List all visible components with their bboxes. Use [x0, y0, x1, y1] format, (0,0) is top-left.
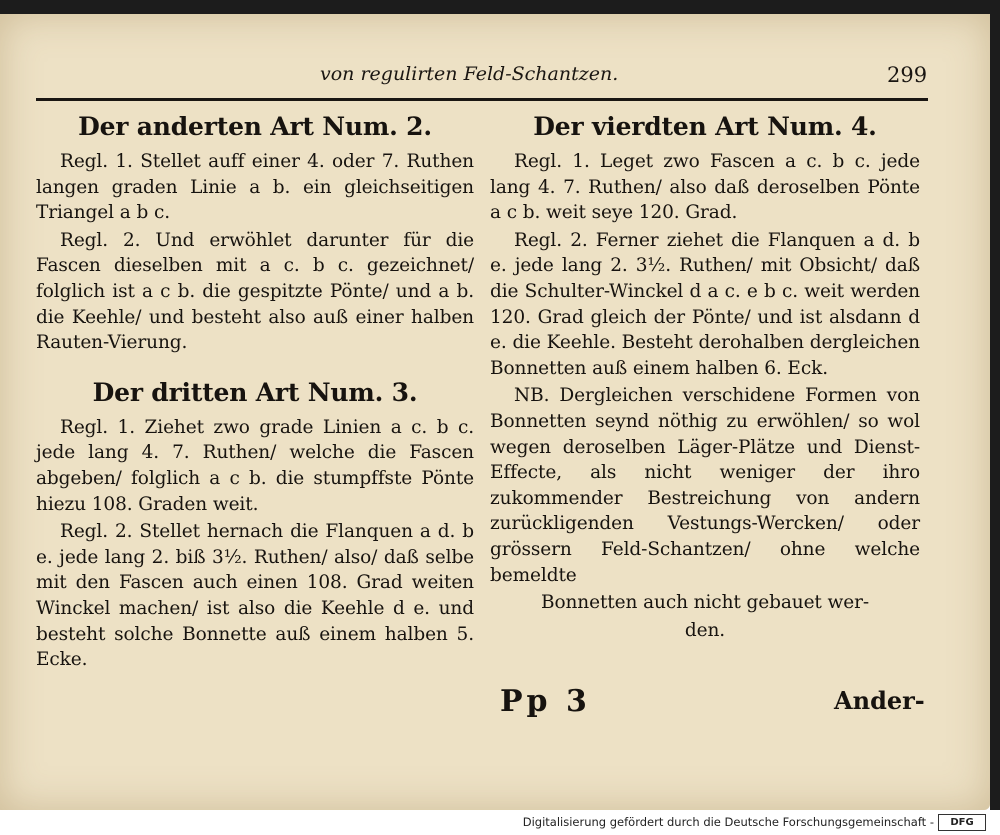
note-paragraph-line: Bonnetten auch nicht gebauet wer-: [540, 592, 870, 614]
rule-paragraph: Regl. 1. Stellet auff einer 4. oder 7. Ruthen langen graden Linie a b. ein gleichseitigen Triangel a b c.: [36, 151, 474, 224]
rule-paragraph: Regl. 2. Ferner ziehet die Flanquen a d. b e. jede lang 2. 3½. Ruthen/ mit Obsicht/ daß die Schulter-Winckel d a c. e b c. weit werden 120. Grad gleich der Pönte/ und ist alsdann d e. die Keehle. Besteht derohalben dergleichen Bonnetten auß einem halben 6. Eck.: [490, 229, 920, 379]
rule-paragraph: Regl. 2. Und erwöhlet darunter für die Fascen dieselben mit a c. b c. gezeichnet/ folglich ist a c b. die gespitzte Pönte/ und a b. die Keehle/ und besteht also auß einer halben Rauten-Vierung.: [36, 229, 474, 354]
note-paragraph: NB. Dergleichen verschidene Formen von Bonnetten seynd nöthig zu erwöhlen/ so wol wegen deroselben Läger-Plätze und Dienst-Effecte, als nicht weniger der ihro zukommender Bestreichung von andern zurückligenden Vestungs-Wercken/ oder grössern Feld-Schantzen/ ohne welche bemeldte: [490, 385, 920, 586]
scan-background-right: [990, 0, 1000, 815]
rule-paragraph: Regl. 1. Leget zwo Fascen a c. b c. jede lang 4. 7. Ruthen/ also daß deroselben Pönte a c b. weit seye 120. Grad.: [490, 151, 920, 224]
catchword: Ander-: [834, 686, 925, 715]
page-number: 299: [887, 63, 928, 87]
section-heading-art-3: Der dritten Art Num. 3.: [92, 377, 418, 407]
signature-mark: Pp 3: [500, 684, 591, 719]
dfg-logo: DFG: [938, 814, 986, 831]
rule-paragraph: Regl. 1. Ziehet zwo grade Linien a c. b c. jede lang 4. 7. Ruthen/ welche die Fascen abgeben/ folglich a c b. die stumpffste Pönte hiezu 108. Graden weit.: [36, 416, 474, 515]
digitization-notice: Digitalisierung gefördert durch die Deutsche Forschungsgemeinschaft -: [522, 815, 934, 829]
section-heading-art-2: Der anderten Art Num. 2.: [78, 112, 432, 141]
rule-paragraph: Regl. 2. Stellet hernach die Flanquen a d. b e. jede lang 2. biß 3½. Ruthen/ also/ daß selbe mit den Fascen auch einen 108. Grad weiten Winckel machen/ ist also die Keehle d e. und besteht solche Bonnette auß einem halben 5. Ecke.: [36, 521, 474, 671]
header-rule: [36, 98, 928, 101]
right-column: [490, 112, 920, 643]
running-head: von regulirten Feld-Schantzen.: [320, 63, 619, 85]
note-paragraph-line: den.: [684, 619, 726, 641]
section-heading-art-4: Der vierdten Art Num. 4.: [533, 112, 877, 141]
left-column: [36, 112, 474, 673]
